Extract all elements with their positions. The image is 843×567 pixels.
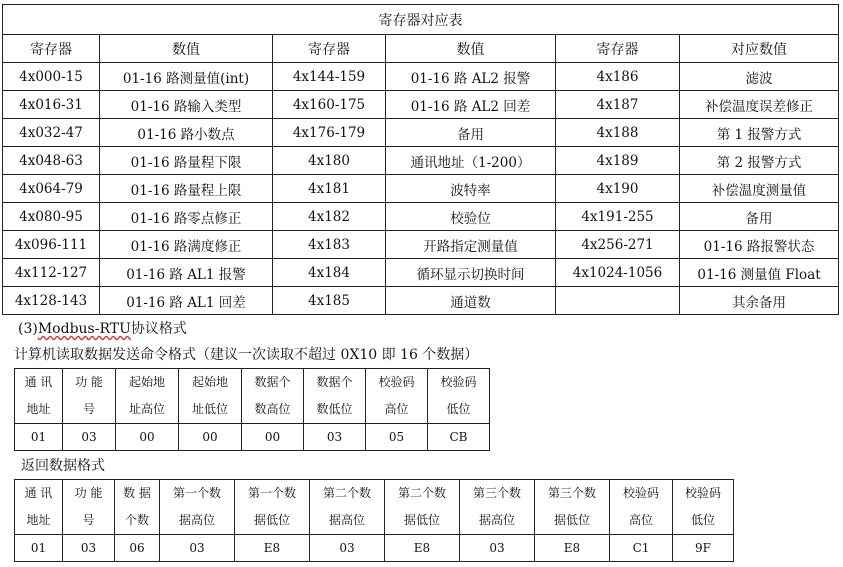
register-table-cell: 4x096-111 <box>3 231 100 259</box>
format-header-cell <box>115 480 160 535</box>
format-header-line: 通 讯 <box>24 486 53 500</box>
format-header-cell <box>460 480 535 535</box>
format-value-cell: 01 <box>15 535 63 562</box>
format-header-line: 据高位 <box>328 513 365 527</box>
format-header-line: 数高位 <box>254 402 291 416</box>
format-value-cell: 03 <box>160 535 235 562</box>
register-table-cell: 通讯地址（1-200） <box>386 147 556 175</box>
register-table-cell: 4x144-159 <box>273 63 386 91</box>
format-value-cell: 03 <box>460 535 535 562</box>
format-header-cell <box>673 480 734 535</box>
register-table-cell: 01-16 路报警状态 <box>680 231 839 259</box>
format-header-cell <box>63 480 115 535</box>
format-header-line: 据低位 <box>403 513 440 527</box>
format-value-cell: 03 <box>63 535 115 562</box>
send-format-title: 计算机读取数据发送命令格式（建议一次读取不超过 0X10 即 16 个数据） <box>14 347 479 363</box>
format-header-line: 校验码 <box>440 375 477 389</box>
format-header-cell <box>304 369 366 424</box>
register-table-row <box>3 91 839 119</box>
format-header-line: 第二个数 <box>397 486 446 500</box>
register-table-cell: 4x080-95 <box>3 203 100 231</box>
format-header-line: 数 据 <box>123 486 151 500</box>
register-table-row <box>3 287 839 315</box>
register-table-cell: 波特率 <box>386 175 556 203</box>
header-cell: 寄存器 <box>556 35 680 63</box>
format-header-line: 起始地 <box>128 375 165 389</box>
modbus-protocol-name: Modbus-RTU <box>37 321 131 337</box>
register-table-row <box>3 147 839 175</box>
register-table <box>2 4 839 315</box>
format-value-cell: 00 <box>242 424 304 451</box>
register-table-cell: 4x183 <box>273 231 386 259</box>
send-command-table <box>14 368 490 451</box>
format-value-cell: 03 <box>63 424 116 451</box>
register-table-cell: 4x180 <box>273 147 386 175</box>
format-header-line: 高位 <box>384 402 409 416</box>
register-table-cell: 01-16 路量程上限 <box>100 175 273 203</box>
format-header-cell <box>15 369 63 424</box>
register-table-cell: 4x184 <box>273 259 386 287</box>
format-header-line: 址低位 <box>191 402 228 416</box>
format-value-cell: CB <box>428 424 490 451</box>
register-table-cell: 01-16 路输入类型 <box>100 91 273 119</box>
register-table-cell: 01-16 路满度修正 <box>100 231 273 259</box>
modbus-section-title <box>18 318 187 338</box>
format-header-line: 校验码 <box>378 375 415 389</box>
format-header-line: 功 能 <box>75 375 103 389</box>
register-table-row <box>3 231 839 259</box>
register-table-cell: 4x128-143 <box>3 287 100 315</box>
register-table-row <box>3 259 839 287</box>
format-header-cell <box>366 369 428 424</box>
format-header-line: 功 能 <box>74 486 103 500</box>
header-cell: 寄存器 <box>273 35 386 63</box>
header-cell: 寄存器 <box>3 35 100 63</box>
register-table-cell: 滤波 <box>680 63 839 91</box>
format-value-cell: 05 <box>366 424 428 451</box>
register-table-cell: 通道数 <box>386 287 556 315</box>
register-table-cell: 4x016-31 <box>3 91 100 119</box>
register-table-cell: 4x176-179 <box>273 119 386 147</box>
format-header-line: 号 <box>82 513 95 527</box>
register-table-cell: 4x190 <box>556 175 680 203</box>
format-header-line: 通 讯 <box>24 375 53 389</box>
format-header-line: 第一个数 <box>247 486 296 500</box>
register-table-row <box>3 63 839 91</box>
register-table-cell: 4x189 <box>556 147 680 175</box>
register-table-cell: 4x112-127 <box>3 259 100 287</box>
register-table-cell: 其余备用 <box>680 287 839 315</box>
format-value-cell: E8 <box>535 535 610 562</box>
format-header-cell <box>235 480 310 535</box>
format-value-cell: C1 <box>610 535 673 562</box>
register-table-row <box>3 203 839 231</box>
format-header-cell <box>116 369 179 424</box>
format-header-cell <box>535 480 610 535</box>
format-value-cell: E8 <box>385 535 460 562</box>
format-header-line: 校验码 <box>684 486 721 500</box>
format-header-line: 个数 <box>124 513 149 527</box>
modbus-prefix: (3) <box>18 321 38 337</box>
format-value-cell: 03 <box>310 535 385 562</box>
register-table-cell: 4x185 <box>273 287 386 315</box>
register-table-cell: 4x032-47 <box>3 119 100 147</box>
register-table-cell: 4x191-255 <box>556 203 680 231</box>
register-table-cell: 4x186 <box>556 63 680 91</box>
format-header-line: 校验码 <box>622 486 659 500</box>
format-header-line: 据高位 <box>478 513 515 527</box>
register-table-title: 寄存器对应表 <box>3 5 839 35</box>
format-header-cell <box>160 480 235 535</box>
format-header-line: 数据个 <box>254 375 291 389</box>
format-header-line: 低位 <box>690 513 715 527</box>
return-data-table <box>14 479 734 562</box>
format-header-line: 数低位 <box>316 402 353 416</box>
return-format-title: 返回数据格式 <box>21 458 105 474</box>
register-table-cell: 01-16 路测量值(int) <box>100 63 273 91</box>
format-header-line: 第一个数 <box>172 486 221 500</box>
register-table-cell: 01-16 路 AL2 报警 <box>386 63 556 91</box>
register-table-cell: 01-16 路 AL1 报警 <box>100 259 273 287</box>
format-value-cell: 03 <box>304 424 366 451</box>
format-header-line: 地址 <box>26 402 51 416</box>
register-table-cell: 开路指定测量值 <box>386 231 556 259</box>
register-table-cell: 备用 <box>386 119 556 147</box>
register-table-cell: 4x160-175 <box>273 91 386 119</box>
header-cell: 数值 <box>100 35 273 63</box>
header-cell: 对应数值 <box>680 35 839 63</box>
format-header-line: 起始地 <box>191 375 228 389</box>
format-header-line: 址高位 <box>128 402 165 416</box>
register-table-header-row <box>3 35 839 63</box>
format-value-cell: 06 <box>115 535 160 562</box>
header-cell: 数值 <box>386 35 556 63</box>
register-table-cell: 01-16 测量值 Float <box>680 259 839 287</box>
format-value-cell: 00 <box>116 424 179 451</box>
format-header-cell <box>63 369 116 424</box>
format-header-line: 第二个数 <box>322 486 371 500</box>
register-table-cell: 01-16 路 AL2 回差 <box>386 91 556 119</box>
register-table-row <box>3 175 839 203</box>
register-table-cell: 01-16 路零点修正 <box>100 203 273 231</box>
return-value-row <box>15 535 734 562</box>
register-table-cell: 4x256-271 <box>556 231 680 259</box>
format-header-line: 据低位 <box>253 513 290 527</box>
format-header-line: 据低位 <box>553 513 590 527</box>
format-header-line: 第三个数 <box>547 486 596 500</box>
return-header-row <box>15 480 734 535</box>
register-table-title-row <box>3 5 839 35</box>
register-table-cell: 循环显示切换时间 <box>386 259 556 287</box>
format-header-line: 第三个数 <box>472 486 521 500</box>
register-table-cell: 4x064-79 <box>3 175 100 203</box>
format-header-line: 据高位 <box>178 513 215 527</box>
modbus-suffix: 协议格式 <box>130 321 187 337</box>
register-table-cell: 补偿温度测量值 <box>680 175 839 203</box>
register-table-cell: 第 1 报警方式 <box>680 119 839 147</box>
register-table-cell: 备用 <box>680 203 839 231</box>
register-table-cell: 4x182 <box>273 203 386 231</box>
register-table-row <box>3 119 839 147</box>
register-table-cell: 01-16 路 AL1 回差 <box>100 287 273 315</box>
register-table-cell: 01-16 路小数点 <box>100 119 273 147</box>
format-header-line: 高位 <box>628 513 653 527</box>
format-header-line: 号 <box>82 402 95 416</box>
format-header-cell <box>385 480 460 535</box>
register-table-cell: 4x187 <box>556 91 680 119</box>
format-value-cell: 00 <box>179 424 242 451</box>
send-header-row <box>15 369 490 424</box>
send-value-row <box>15 424 490 451</box>
register-table-cell: 01-16 路量程下限 <box>100 147 273 175</box>
format-header-line: 地址 <box>26 513 51 527</box>
format-value-cell: 01 <box>15 424 63 451</box>
register-table-cell: 补偿温度误差修正 <box>680 91 839 119</box>
register-table-cell: 4x188 <box>556 119 680 147</box>
format-header-cell <box>15 480 63 535</box>
format-value-cell: 9F <box>673 535 734 562</box>
format-header-line: 数据个 <box>316 375 353 389</box>
register-table-cell: 校验位 <box>386 203 556 231</box>
format-value-cell: E8 <box>235 535 310 562</box>
register-table-cell: 4x000-15 <box>3 63 100 91</box>
format-header-cell <box>179 369 242 424</box>
format-header-cell <box>242 369 304 424</box>
format-header-cell <box>610 480 673 535</box>
register-table-cell: 4x048-63 <box>3 147 100 175</box>
register-table-cell: 第 2 报警方式 <box>680 147 839 175</box>
register-table-cell: 4x1024-1056 <box>556 259 680 287</box>
format-header-cell <box>310 480 385 535</box>
format-header-cell <box>428 369 490 424</box>
format-header-line: 低位 <box>446 402 471 416</box>
register-table-cell: 4x181 <box>273 175 386 203</box>
register-table-cell <box>556 287 680 315</box>
